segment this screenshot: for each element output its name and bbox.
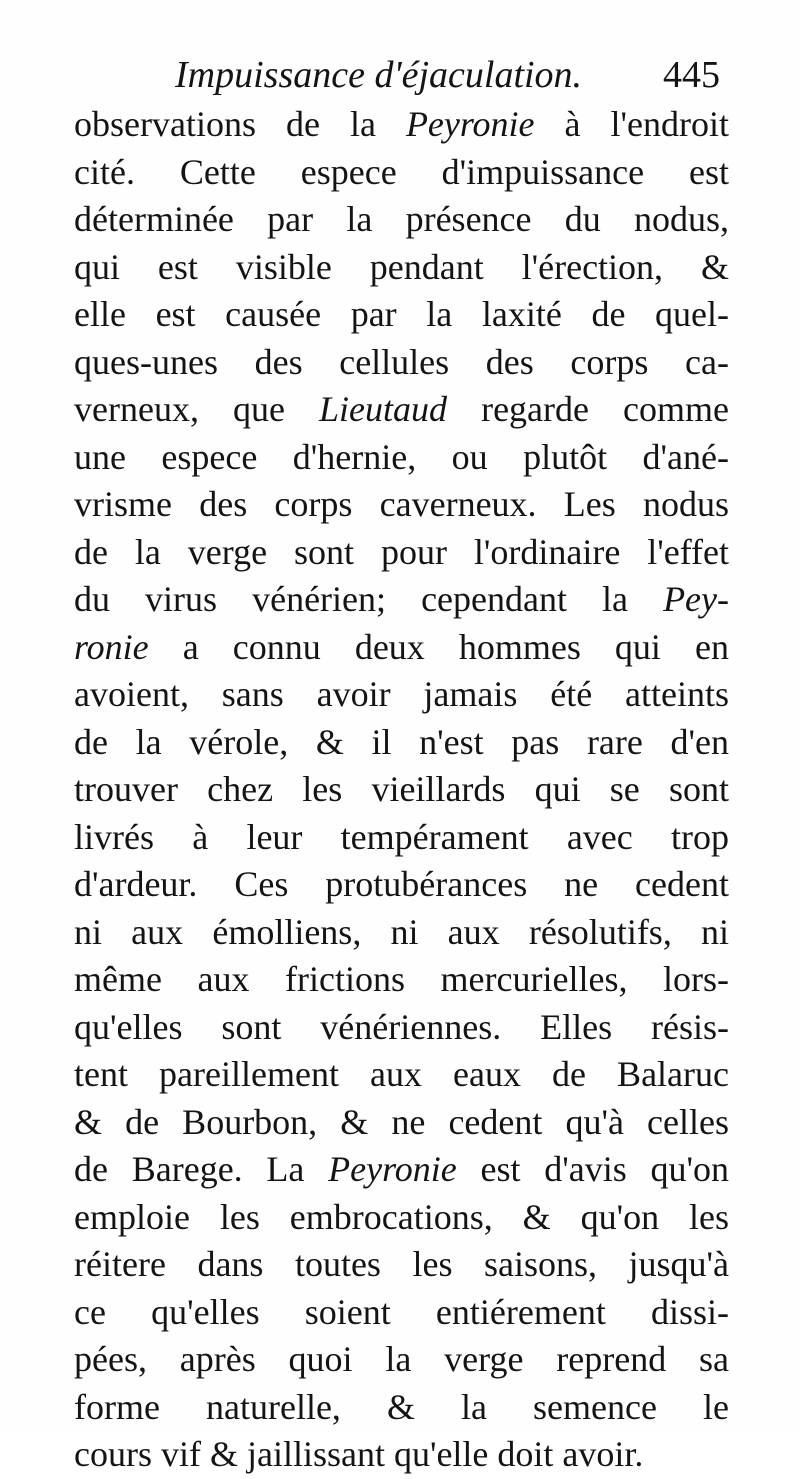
text-line: [74, 1384, 729, 1432]
text-line: [74, 1051, 729, 1099]
text-line: [74, 1004, 729, 1052]
text-segment: verneux, que: [74, 389, 320, 429]
text-segment: réitere dans toutes les saisons, jusqu'à: [74, 1244, 729, 1284]
text-segment: même aux frictions mercurielles, lors-: [74, 959, 729, 999]
text-segment: pées, après quoi la verge reprend sa: [74, 1339, 729, 1379]
italic-name: Lieutaud: [319, 389, 448, 429]
text-segment: de la vérole, & il n'est pas rare d'en: [74, 721, 729, 762]
text-segment: de la verge sont pour l'ordinaire l'effet: [74, 531, 729, 572]
text-line: [74, 861, 729, 909]
text-segment: livrés à leur tempérament avec trop: [74, 816, 729, 857]
text-line: [74, 291, 729, 339]
text-line: [74, 766, 729, 814]
text-segment: a connu deux hommes qui en: [148, 626, 729, 667]
text-line: [74, 1146, 729, 1194]
text-line: [74, 576, 729, 624]
text-line: [74, 1289, 729, 1337]
text-line: [74, 624, 729, 672]
running-title: Impuissance d'éjaculation.: [175, 54, 583, 96]
text-segment: observations de la: [74, 104, 406, 144]
text-segment: ce qu'elles soient entiérement dissi-: [74, 1291, 729, 1332]
text-line: [74, 481, 729, 529]
text-line: [74, 909, 729, 957]
text-line: [74, 339, 729, 387]
text-segment: déterminée par la présence du nodus,: [74, 199, 729, 239]
text-line: [74, 1241, 729, 1289]
text-segment: regarde comme: [447, 389, 729, 429]
body-text: [74, 101, 729, 1479]
text-line: [74, 1099, 729, 1147]
text-segment: tent pareillement aux eaux de Balaruc: [74, 1054, 729, 1094]
text-segment: emploie les embrocations, & qu'on les: [74, 1196, 729, 1237]
italic-name: ronie: [74, 626, 149, 667]
text-segment: du virus vénérien; cependant la: [74, 579, 664, 619]
text-segment: elle est causée par la laxité de quel-: [74, 294, 729, 334]
text-line: [74, 386, 729, 434]
italic-name: Peyronie: [405, 104, 535, 144]
text-line: [74, 101, 729, 149]
text-segment: ques-unes des cellules des corps ca-: [74, 341, 729, 382]
text-segment: avoient, sans avoir jamais été atteints: [74, 674, 729, 714]
text-segment: ni aux émolliens, ni aux résolutifs, ni: [74, 911, 729, 952]
text-segment: forme naturelle, & la semence le: [74, 1386, 729, 1427]
text-line: [74, 719, 729, 767]
text-segment: une espece d'hernie, ou plutôt d'ané-: [74, 436, 729, 477]
text-segment: de Barege. La: [74, 1149, 329, 1189]
text-line: [74, 244, 729, 292]
text-segment: & de Bourbon, & ne cedent qu'à celles: [74, 1101, 729, 1142]
text-segment: qu'elles sont vénériennes. Elles résis-: [74, 1006, 729, 1047]
text-line: [74, 814, 729, 862]
text-segment: cours vif & jaillissant qu'elle doit avoir.: [74, 1434, 644, 1474]
text-segment: trouver chez les vieillards qui se sont: [74, 769, 729, 809]
text-line: [74, 956, 729, 1004]
text-segment: qui est visible pendant l'érection, &: [74, 246, 729, 287]
text-segment: est d'avis qu'on: [456, 1149, 729, 1189]
text-line: [74, 1336, 729, 1384]
text-segment: d'ardeur. Ces protubérances ne cedent: [74, 864, 729, 904]
italic-name: Peyronie: [328, 1149, 457, 1189]
page-header: [175, 50, 720, 100]
text-line: [74, 149, 729, 197]
text-line: [74, 671, 729, 719]
text-line: [74, 434, 729, 482]
text-segment: cité. Cette espece d'impuissance est: [74, 151, 729, 192]
text-line: [74, 529, 729, 577]
text-segment: vrisme des corps caverneux. Les nodus: [74, 484, 729, 524]
page-number: 445: [663, 54, 720, 96]
italic-name: Pey-: [663, 579, 729, 619]
text-line: [74, 1431, 729, 1479]
text-segment: à l'endroit: [534, 104, 729, 144]
text-line: [74, 1194, 729, 1242]
text-line: [74, 196, 729, 244]
